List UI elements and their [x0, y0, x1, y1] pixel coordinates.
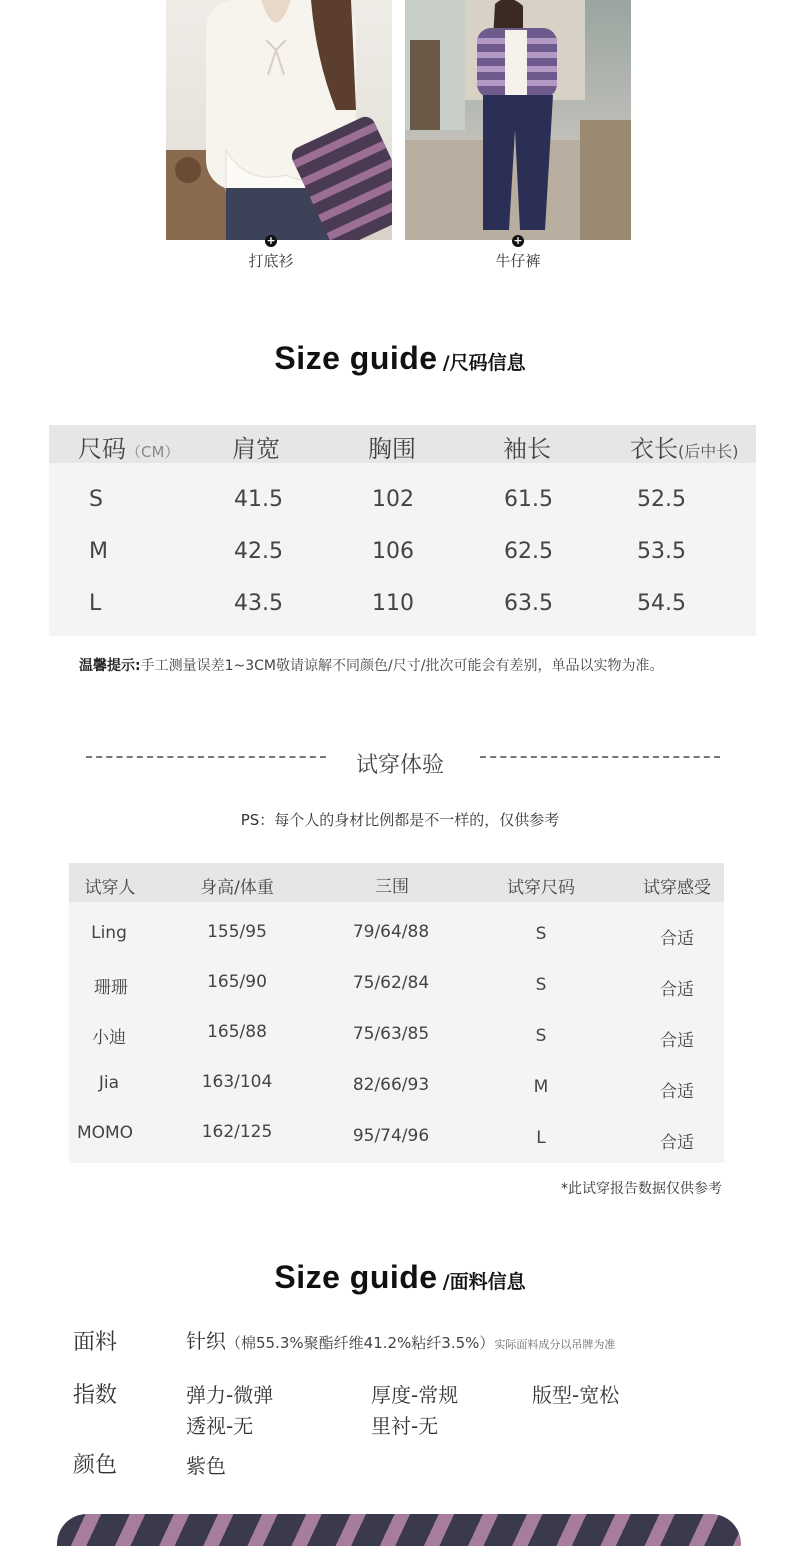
tip-text: 手工测量误差1~3CM敬请谅解不同颜色/尺寸/批次可能会有差别，单品以实物为准。 [140, 658, 664, 674]
length-cell: 52.5 [637, 487, 686, 512]
tryon-measurements: 95/74/96 [352, 1126, 430, 1146]
material-value: 针织 [186, 1329, 226, 1353]
tryon-person: 珊珊 [94, 978, 128, 998]
top-photo-illustration [166, 0, 392, 240]
tryon-size: L [536, 1128, 546, 1148]
tryon-size: S [535, 975, 547, 995]
sleeve-cell: 63.5 [504, 591, 553, 616]
material-label: 面料 [73, 1330, 118, 1355]
shoulder-cell: 41.5 [234, 487, 283, 512]
thickness-value: 厚度-常规 [371, 1383, 459, 1407]
tryon-measurements: 75/62/84 [352, 973, 430, 993]
size-cell: M [89, 539, 108, 564]
tryon-feeling: 合适 [660, 1031, 694, 1051]
tryon-size: M [533, 1077, 549, 1097]
tryon-height-weight: 155/95 [207, 922, 267, 942]
lining-value: 里衬-无 [371, 1414, 439, 1438]
tryon-feeling: 合适 [660, 929, 694, 949]
header-size [78, 429, 179, 464]
tryon-person: MOMO [76, 1123, 134, 1143]
shoulder-cell: 42.5 [234, 539, 283, 564]
length-cell: 53.5 [637, 539, 686, 564]
color-label: 颜色 [73, 1453, 118, 1478]
tryon-feeling: 合适 [660, 1133, 694, 1153]
product-photo-jeans [405, 0, 631, 240]
tip-label: 温馨提示: [79, 658, 141, 674]
tryon-note: *此试穿报告数据仅供参考 [561, 1181, 722, 1197]
tryon-measurements: 82/66/93 [352, 1075, 430, 1095]
header-shoulder: 肩宽 [232, 435, 280, 463]
transparency-value: 透视-无 [186, 1414, 254, 1438]
tryon-person: Jia [98, 1073, 120, 1093]
tryon-ps: PS：每个人的身材比例都是不一样的，仅供参考 [240, 811, 560, 829]
fabric-swatch-image [57, 1514, 741, 1546]
material-note: 实际面料成分以吊牌为准 [494, 1338, 616, 1351]
product-photo-top [166, 0, 392, 240]
tryon-height-weight: 162/125 [201, 1122, 273, 1142]
elasticity-value: 弹力-微弹 [186, 1383, 274, 1407]
index-label: 指数 [73, 1383, 118, 1408]
header-length-note: (后中长) [678, 442, 739, 461]
header-feeling: 试穿感受 [643, 878, 711, 898]
header-length-label: 衣长 [630, 435, 678, 463]
size-cell: L [89, 591, 102, 616]
fabric-title: Size guide [274, 1259, 438, 1295]
chest-cell: 102 [372, 487, 414, 512]
tryon-feeling: 合适 [660, 1082, 694, 1102]
tryon-height-weight: 163/104 [201, 1072, 273, 1092]
plus-icon: + [513, 234, 523, 247]
size-table [49, 425, 756, 636]
sleeve-cell: 62.5 [504, 539, 553, 564]
sleeve-cell: 61.5 [504, 487, 553, 512]
header-measurements: 三围 [375, 877, 409, 897]
header-sleeve: 袖长 [503, 435, 551, 463]
header-size-label: 尺码 [78, 435, 126, 463]
tryon-size: S [535, 1026, 547, 1046]
header-size-unit: （CM） [126, 443, 180, 461]
header-chest: 胸围 [368, 435, 416, 463]
fit-value: 版型-宽松 [532, 1383, 620, 1407]
chest-cell: 110 [372, 591, 414, 616]
jeans-photo-illustration [405, 0, 631, 240]
fabric-heading [0, 1259, 800, 1296]
tryon-measurements: 79/64/88 [352, 922, 430, 942]
length-cell: 54.5 [637, 591, 686, 616]
shoulder-cell: 43.5 [234, 591, 283, 616]
tryon-size: S [535, 924, 547, 944]
material-detail: （棉55.3%聚酯纤维41.2%粘纤3.5%） [226, 1334, 495, 1352]
header-length [630, 429, 739, 464]
header-height-weight: 身高/体重 [200, 878, 274, 898]
tryon-person: 小迪 [92, 1028, 126, 1048]
photo-caption-jeans: 牛仔裤 [495, 252, 541, 270]
tryon-measurements: 75/63/85 [352, 1024, 430, 1044]
tryon-title: 试穿体验 [355, 753, 444, 778]
tryon-height-weight: 165/90 [207, 972, 267, 992]
tryon-feeling: 合适 [660, 980, 694, 1000]
size-guide-heading [0, 340, 800, 377]
header-tryon-size: 试穿尺码 [507, 878, 575, 898]
color-value: 紫色 [186, 1454, 226, 1478]
fabric-subtitle: /面料信息 [442, 1271, 526, 1293]
chest-cell: 106 [372, 539, 414, 564]
plus-icon: + [266, 234, 276, 247]
size-guide-title: Size guide [274, 340, 438, 376]
photo-caption-top: 打底衫 [248, 252, 294, 270]
size-cell: S [89, 487, 103, 512]
tryon-height-weight: 165/88 [207, 1022, 267, 1042]
tryon-table [69, 863, 724, 1163]
size-guide-subtitle: /尺码信息 [442, 352, 526, 374]
header-person: 试穿人 [84, 878, 136, 898]
material-value-row [186, 1325, 615, 1354]
tryon-person: Ling [91, 923, 127, 943]
measurement-tip [79, 655, 663, 675]
